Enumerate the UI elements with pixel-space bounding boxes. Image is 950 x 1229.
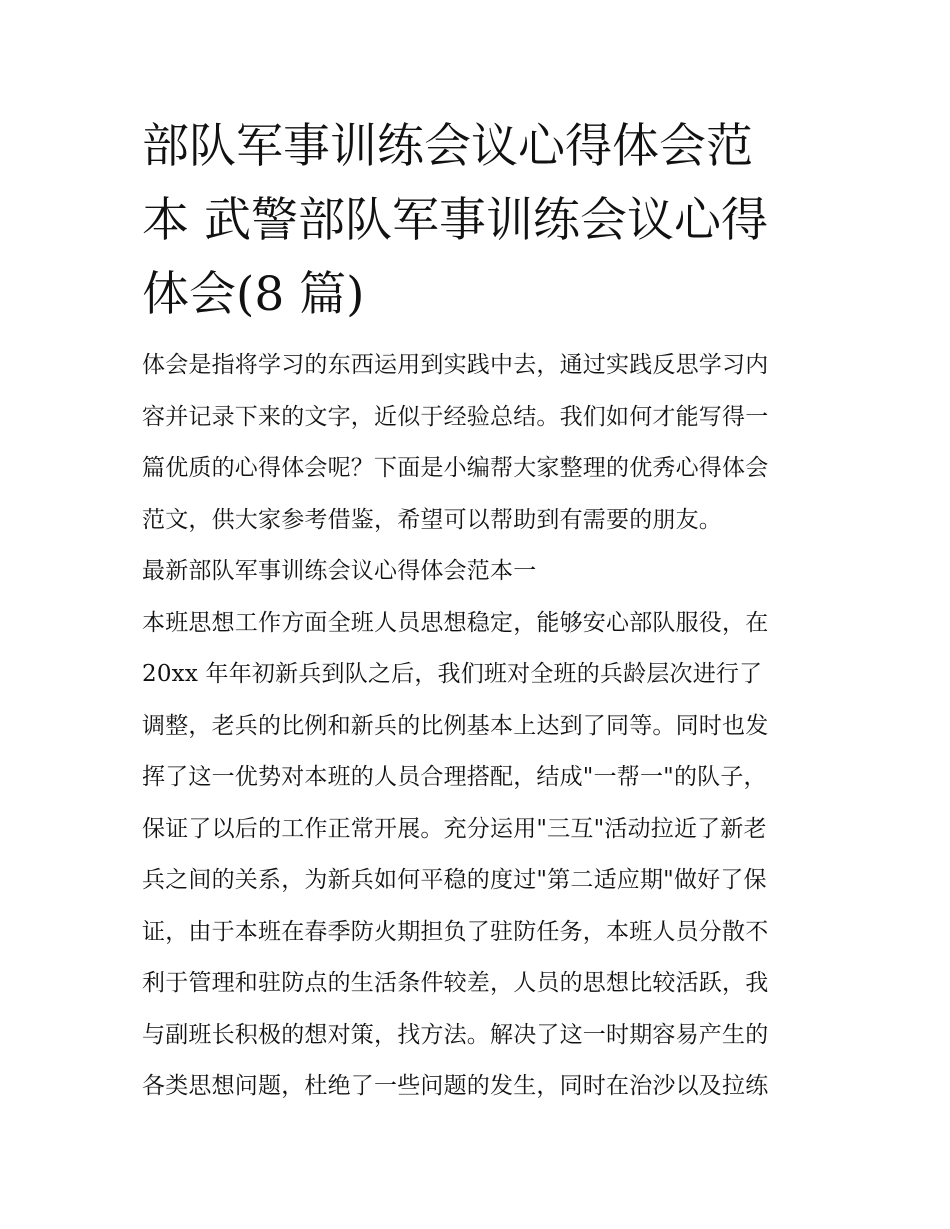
body-line: 与副班长积极的想对策，找方法。解决了这一时期容易产生的 — [142, 1021, 769, 1048]
section-heading: 最新部队军事训练会议心得体会范本一 — [142, 558, 537, 584]
intro-line: 容并记录下来的文字，近似于经验总结。我们如何才能写得一 — [142, 403, 769, 430]
body-line: 利于管理和驻防点的生活条件较差，人员的思想比较活跃，我 — [142, 970, 769, 996]
body-line: 20xx 年年初新兵到队之后，我们班对全班的兵龄层次进行了 — [142, 661, 763, 687]
body-line: 证，由于本班在春季防火期担负了驻防任务，本班人员分散不 — [142, 918, 769, 945]
document-body — [142, 340, 818, 1113]
body-line: 兵之间的关系，为新兵如何平稳的度过"第二适应期"做好了保 — [142, 867, 767, 893]
body-line: 保证了以后的工作正常开展。充分运用"三互"活动拉近了新老 — [142, 815, 767, 842]
title-line-2: 本 武警部队军事训练会议心得 — [142, 193, 768, 248]
intro-line: 体会是指将学习的东西运用到实践中去，通过实践反思学习内 — [142, 352, 769, 378]
title-line-1: 部队军事训练会议心得体会范 — [142, 119, 753, 174]
body-line: 本班思想工作方面全班人员思想稳定，能够安心部队服役，在 — [142, 609, 769, 636]
document-title — [142, 110, 818, 332]
intro-line: 范文，供大家参考借鉴，希望可以帮助到有需要的朋友。 — [142, 506, 722, 533]
intro-line: 篇优质的心得体会呢？下面是小编帮大家整理的优秀心得体会 — [142, 455, 769, 481]
body-line: 调整，老兵的比例和新兵的比例基本上达到了同等。同时也发 — [142, 712, 769, 739]
body-line: 挥了这一优势对本班的人员合理搭配，结成"一帮一"的队子， — [142, 764, 767, 790]
body-line: 各类思想问题，杜绝了一些问题的发生，同时在治沙以及拉练 — [142, 1073, 769, 1099]
title-line-3: 体会(8 篇) — [142, 267, 365, 322]
document-page — [142, 110, 818, 1113]
